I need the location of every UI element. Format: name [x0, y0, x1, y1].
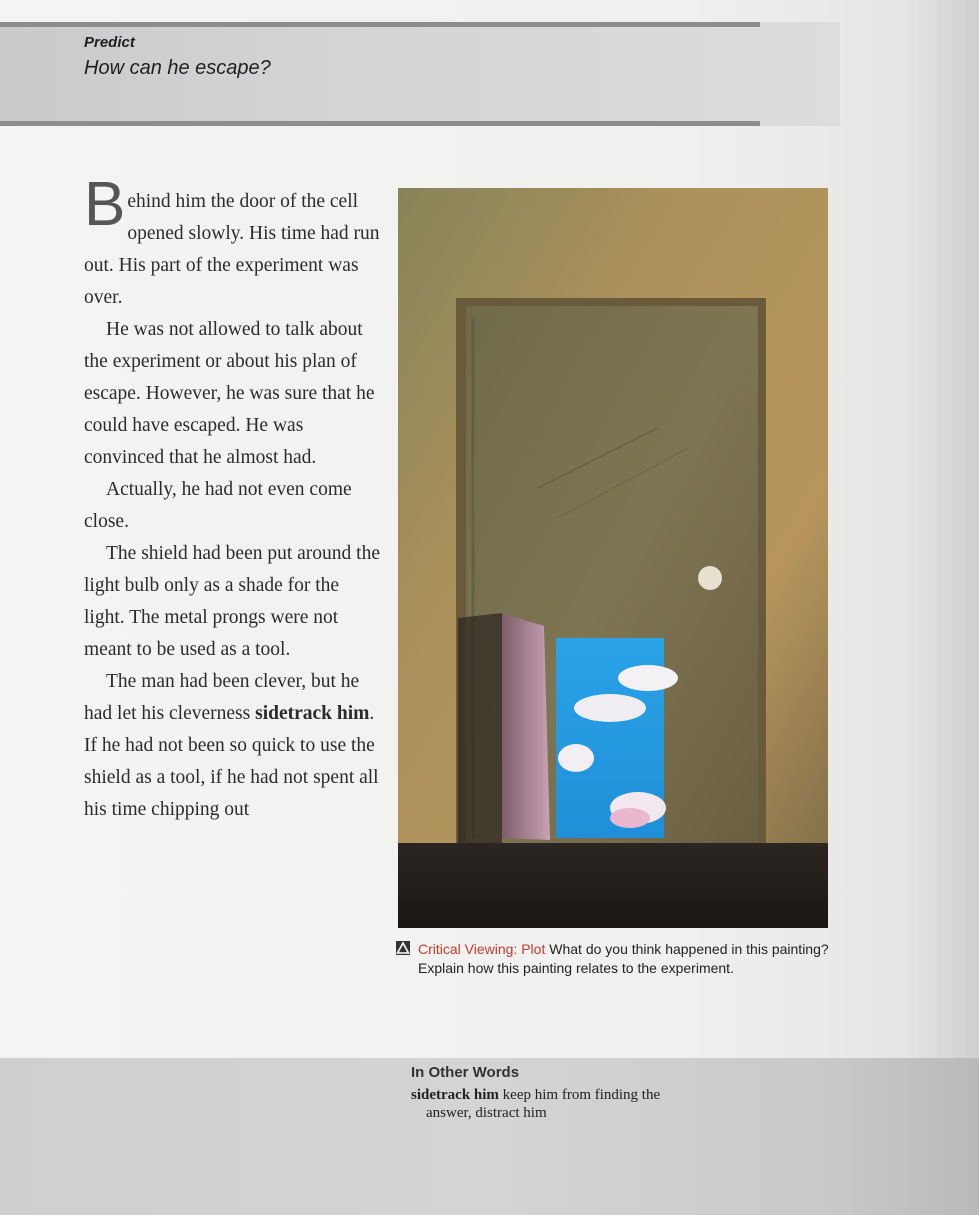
vocab-term: sidetrack him	[411, 1087, 499, 1103]
predict-label: Predict	[84, 34, 135, 51]
caption-text-block	[418, 940, 836, 978]
painting-floor-shadow	[398, 843, 828, 928]
painting-open-door-leaf	[500, 613, 550, 840]
story-text	[84, 170, 384, 826]
painting-caption	[396, 940, 836, 978]
door-painting	[398, 188, 828, 928]
definition-line-1: keep him from finding the	[502, 1087, 661, 1103]
caption-text: What do you think happened in this painting? Explain how this painting relates to the experiment.	[418, 941, 829, 976]
predict-rule-bottom	[0, 121, 760, 126]
predict-rule-top	[0, 22, 760, 27]
story-paragraph-2: He was not allowed to talk about the experiment or about his plan of escape. However, he was sure that he could have escaped. He was convinced that he almost had.	[84, 319, 375, 468]
in-other-words-definition	[411, 1086, 711, 1122]
story-paragraph-4: The shield had been put around the light bulb only as a shade for the light. The metal prongs were not meant to be used as a tool.	[84, 543, 380, 660]
in-other-words-heading: In Other Words	[411, 1064, 520, 1081]
story-paragraph-5-end: . If he had not been so quick to use the shield as a tool, if he had not spent all his time chipping out	[84, 703, 379, 820]
triangle-marker-icon	[396, 941, 410, 955]
drop-cap: B	[84, 170, 126, 239]
definition-line-2: answer, distract him	[426, 1105, 547, 1121]
story-paragraph-5-start: The man had been clever, but he had let his cleverness	[84, 671, 360, 724]
story-paragraph-5	[84, 666, 384, 826]
vocab-term-highlight: sidetrack him	[255, 703, 370, 724]
predict-question: How can he escape?	[84, 57, 271, 79]
story-paragraph-3: Actually, he had not even come close.	[84, 479, 352, 532]
painting-doorknob	[698, 566, 722, 590]
footer-band	[0, 1058, 979, 1215]
story-paragraph-1-text: ehind him the door of the cell opened slowly. His time had run out. His part of the experiment was over.	[84, 191, 380, 308]
story-paragraph-1	[84, 170, 384, 314]
caption-label: Critical Viewing: Plot	[418, 941, 546, 957]
door-painting-illustration	[398, 188, 828, 928]
